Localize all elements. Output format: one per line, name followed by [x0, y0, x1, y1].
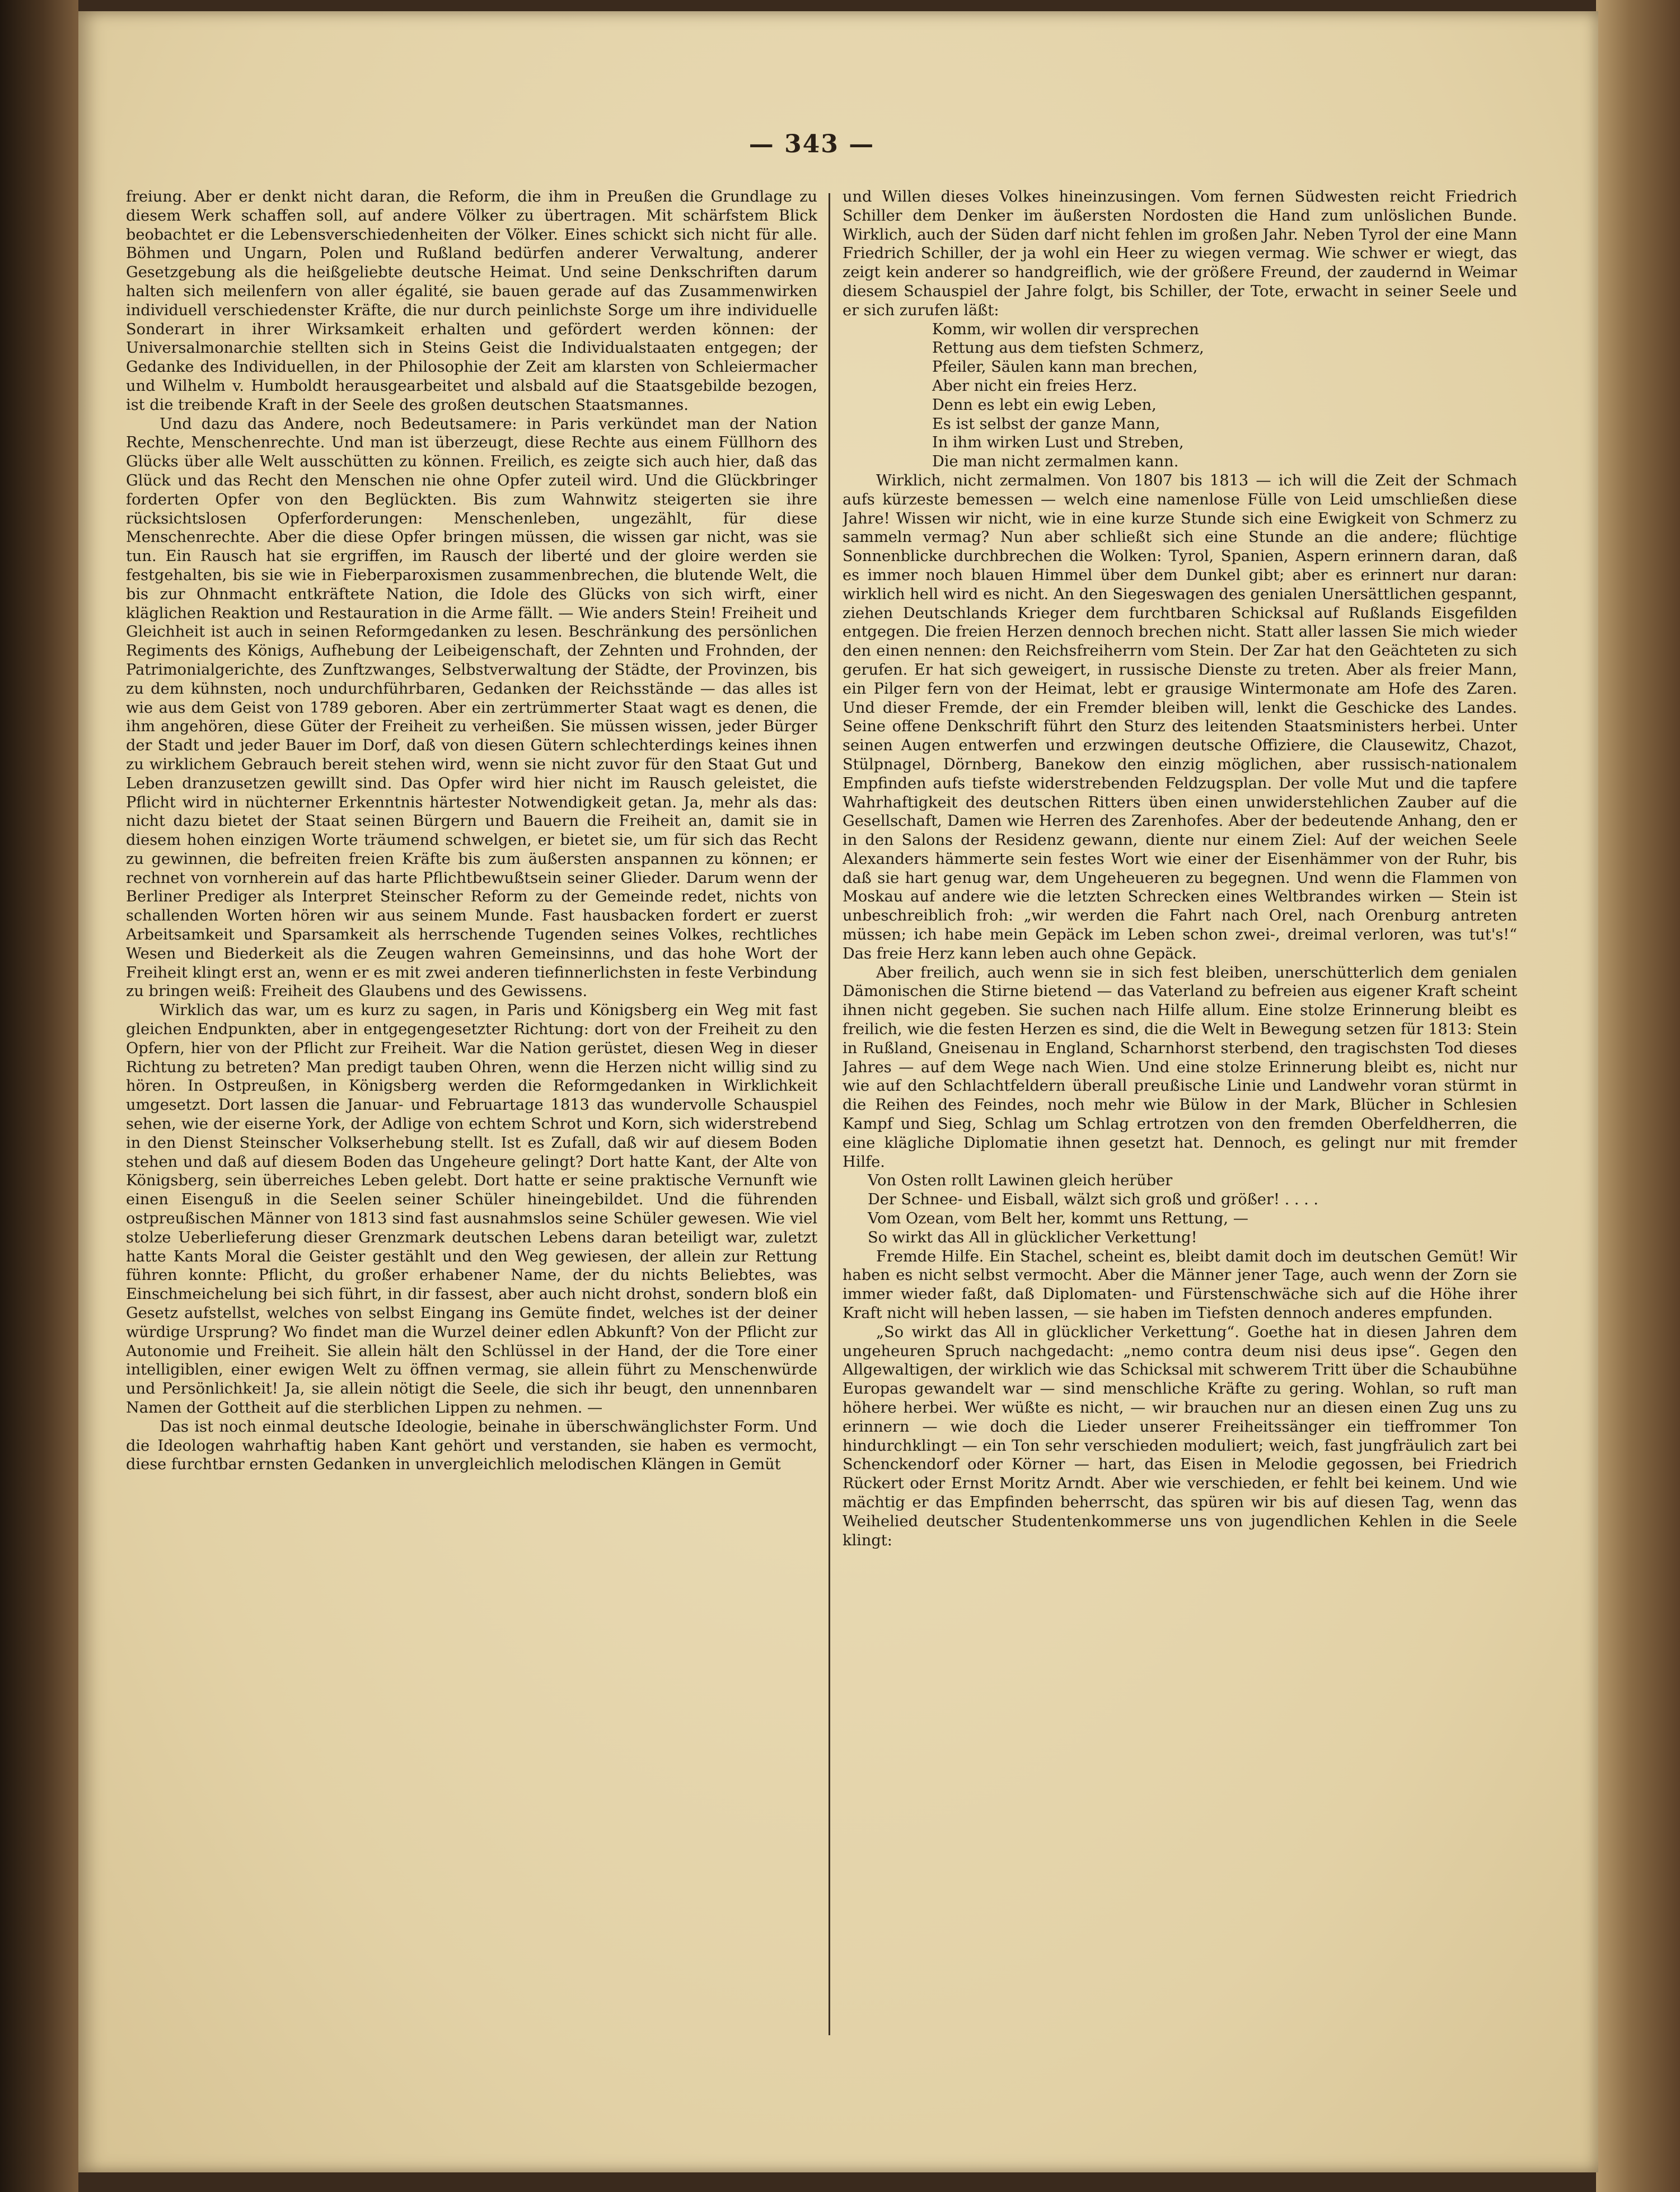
left-paragraph-2: Und dazu das Andere, noch Bedeutsamere: in Paris verkündet man der Nation Rechte, Menschenrechte. Und man ist überzeugt, diese Rechte aus einem Füllhorn des Glücks über alle Welt ausschütten zu können. Freilich, es zeigte sich auch hier, daß das Glück und das Recht den Menschen nie ohne Opfer zuteil wird. Und die Glückbringer forderten Opfer von den Beglückten. Bis zum Wahnwitz steigerten sie ihre rücksichtslosen Opferforderungen: Menschenleben, ungezählt, für diese Menschenrechte. Aber die diese Opfer bringen müssen, die wissen gar nicht, was sie tun. Ein Rausch hat sie ergriffen, im Rausch der liberté und der gloire werden sie festgehalten, bis sie wie in Fieberparoxismen zusammenbrechen, die blutende Welt, die bis zur Ohnmacht entkräftete Nation, die Idole des Glücks von sich wirft, einer kläglichen Reaktion und Restauration in die Arme fällt. — Wie anders Stein! Freiheit und Gleichheit ist auch in seinen Reformgedanken zu lesen. Beschränkung des persönlichen Regiments des Königs, Aufhebung der Leibeigenschaft, der Zehnten und Frohnden, der Patrimonialgerichte, des Zunftzwanges, Selbstverwaltung der Städte, der Provinzen, bis zu dem kühnsten, noch undurchführbaren, Gedanken der Reichsstände — das alles ist wie aus dem Geist von 1789 geboren. Aber ein zertrümmerter Staat wagt es denen, die ihm angehören, diese Güter der Freiheit zu verheißen. Sie müssen wissen, jeder Bürger der Stadt und jeder Bauer im Dorf, daß von diesen Gütern schlechterdings keines ihnen zu wirklichem Gebrauch bereit stehen wird, wenn sie nicht zuvor für den Staat Gut und Leben dranzusetzen gewillt sind. Das Opfer wird hier nicht im Rausch geleistet, die Pflicht wird in nüchterner Erkenntnis härtester Notwendigkeit getan. Ja, mehr als das: nicht dazu bietet der Staat seinen Bürgern und Bauern die Freiheit an, damit sie in diesem hohen einzigen Worte träumend schwelgen, er bietet sie, um für sich das Recht zu gewinnen, die befreiten freien Kräfte bis zum äußersten anspannen zu können; er rechnet von vornherein auf das harte Pflichtbewußtsein seiner Glieder. Darum wenn der Berliner Prediger als Interpret Steinscher Reform zu der Gemeinde redet, nichts von schallenden Worten hören wir aus seinem Munde. Fast hausbacken fordert er zuerst Arbeitsamkeit und Sparsamkeit als herrschende Tugenden seines Volkes, rechtliches Wesen und Biederkeit als die Zeugen wahren Gemeinsinns, und das hohe Wort der Freiheit klingt erst an, wenn er es mit zwei anderen tiefinnerlichsten in feste Verbindung zu bringen weiß: Freiheit des Glaubens und des Gewissens.: [126, 415, 817, 1001]
goethe-poem: [868, 1171, 1517, 1247]
book-binding-shadow: [0, 0, 78, 2192]
poem-line: Pfeiler, Säulen kann man brechen,: [932, 358, 1198, 376]
page-edges: [1596, 0, 1680, 2192]
poem-line: Es ist selbst der ganze Mann,: [932, 415, 1160, 433]
left-paragraph-1: freiung. Aber er denkt nicht daran, die Reform, die ihm in Preußen die Grundlage zu diesem Werk schaffen soll, auf andere Völker zu übertragen. Mit schärfstem Blick beobachtet er die Lebensverschiedenheiten der Völker. Eines schickt sich nicht für alle. Böhmen und Ungarn, Polen und Rußland bedürfen anderer Verwaltung, anderer Gesetzgebung als die heißgeliebte deutsche Heimat. Und seine Denkschriften darum halten sich meilenfern von aller égalité, sie bauen gerade auf das Zusammenwirken individuell verschiedenster Kräfte, die nur durch peinlichste Sorge um ihre individuelle Sonderart in ihrer Wirksamkeit erhalten und gefördert werden können: der Universalmonarchie stellten sich in Steins Geist die Individualstaaten entgegen; der Gedanke des Individuellen, in der Philosophie der Zeit am klarsten von Schleiermacher und Wilhelm v. Humboldt herausgearbeitet und alsbald auf die Staatsgebilde bezogen, ist die treibende Kraft in der Seele des großen deutschen Staatsmannes.: [126, 188, 817, 414]
right-paragraph-4: Fremde Hilfe. Ein Stachel, scheint es, bleibt damit doch im deutschen Gemüt! Wir haben es nicht selbst vermocht. Aber die Männer jener Tage, auch wenn der Zorn sie immer wieder faßt, daß Diplomaten- und Fürstenschwäche sich auf die Höhe ihrer Kraft nicht will heben lassen, — sie haben im Tiefsten dennoch anderes empfunden.: [843, 1247, 1517, 1322]
poem-line: Vom Ozean, vom Belt her, kommt uns Rettung, —: [868, 1210, 1248, 1228]
left-paragraph-3: Wirklich das war, um es kurz zu sagen, in Paris und Königsberg ein Weg mit fast gleichen Endpunkten, aber in entgegengesetzter Richtung: dort von der Freiheit zu den Opfern, hier von der Pflicht zur Freiheit. War die Nation gerüstet, diesen Weg in dieser Richtung zu betreten? Man predigt tauben Ohren, wenn die Herzen nicht willig sind zu hören. In Ostpreußen, in Königsberg werden die Reformgedanken in Wirklichkeit umgesetzt. Dort lassen die Januar- und Februartage 1813 das wundervolle Schauspiel sehen, wie der eiserne York, der Adlige von echtem Schrot und Korn, sich widerstrebend in den Dienst Steinscher Volkserhebung stellt. Ist es Zufall, daß wir auf diesem Boden stehen und daß auf diesem Boden das Ungeheure gelingt? Dort hatte Kant, der Alte von Königsberg, sein überreiches Leben gelebt. Dort hatte er seine praktische Vernunft wie einen Eisenguß in die Seelen seiner Schüler hineingebildet. Und die führenden ostpreußischen Männer von 1813 sind fast ausnahmslos seine Schüler gewesen. Wie viel stolze Ueberlieferung dieser Grenzmark deutschen Lebens daran beteiligt war, zuletzt hatte Kants Moral die Geister gestählt und den Weg gewiesen, der allein zur Rettung führen konnte: Pflicht, du großer erhabener Name, der du nichts Beliebtes, was Einschmeichelung bei sich führt, in dir fassest, aber auch nicht drohst, sondern bloß ein Gesetz aufstellst, welches von selbst Eingang ins Gemüte findet, welches ist der deiner würdige Ursprung? Wo findet man die Wurzel deiner edlen Abkunft? Von der Pflicht zur Autonomie und Freiheit. Sie allein hält den Schlüssel in der Hand, der die Tore einer intelligiblen, einer ewigen Welt zu öffnen vermag, sie allein führt zu Menschenwürde und Persönlichkeit! Ja, sie allein nötigt die Seele, die sich ihr beugt, den unnennbaren Namen der Gottheit auf die sterblichen Lippen zu nehmen. —: [126, 1002, 817, 1417]
right-paragraph-2: Wirklich, nicht zermalmen. Von 1807 bis 1813 — ich will die Zeit der Schmach aufs kürzeste bemessen — welch eine namenlose Fülle von Leid umschließen diese Jahre! Wissen wir nicht, wie in eine kurze Stunde sich eine Ewigkeit von Schmerz zu sammeln vermag? Nun aber schließt sich eine Stunde an die andere; flüchtige Sonnenblicke durchbrechen die Wolken: Tyrol, Spanien, Aspern erinnern daran, daß es immer noch blauen Himmel über dem Dunkel gibt; aber es erinnert nur daran: wirklich hell wird es nicht. An den Siegeswagen des genialen Unersättlichen gespannt, ziehen Deutschlands Krieger dem furchtbaren Schicksal auf Rußlands Eisgefilden entgegen. Die freien Herzen dennoch brechen nicht. Statt aller lassen Sie mich wieder den einen nennen: den Reichsfreiherrn vom Stein. Der Zar hat den Geächteten zu sich gerufen. Er hat sich geweigert, in russische Dienste zu treten. Aber als freier Mann, ein Pilger fern von der Heimat, lebt er grausige Wintermonate am Hofe des Zaren. Und dieser Fremde, der ein Fremder bleiben will, lenkt die Geschicke des Landes. Seine offene Denkschrift führt den Sturz des leitenden Staatsministers herbei. Unter seinen Augen entwerfen und erzwingen deutsche Offiziere, die Clausewitz, Chazot, Stülpnagel, Dörnberg, Banekow den einzig möglichen, aber russisch-nationalem Empfinden aufs tiefste widerstrebenden Feldzugsplan. Der volle Mut und die tapfere Wahrhaftigkeit des deutschen Ritters üben einen unwiderstehlichen Zauber auf die Gesellschaft, Damen wie Herren des Zarenhofes. Aber der bedeutende Anhang, den er in den Salons der Residenz gewann, diente nur einem Ziel: Auf der weichen Seele Alexanders hämmerte sein festes Wort wie einer der Eisenhämmer von der Ruhr, bis daß sie hart genug war, dem Ungeheueren zu begegnen. Und wenn die Flammen von Moskau auf andere wie die letzten Schrecken eines Weltbrandes wirken — Stein ist unbeschreiblich froh: „wir werden die Fahrt nach Orel, nach Orenburg antreten müssen; ich habe mein Gepäck im Leben schon zwei-, dreimal verloren, was tut's!“ Das freie Herz kann leben auch ohne Gepäck.: [843, 471, 1517, 962]
poem-line: So wirkt das All in glücklicher Verkettung!: [868, 1228, 1197, 1246]
poem-line: Aber nicht ein freies Herz.: [932, 377, 1138, 395]
column-divider: [829, 193, 830, 2035]
left-column: [126, 188, 817, 2041]
poem-line: Der Schnee- und Eisball, wälzt sich groß und größer! . . . .: [868, 1191, 1319, 1209]
right-paragraph-5: „So wirkt das All in glücklicher Verkettung“. Goethe hat in diesen Jahren dem ungeheuren Spruch nachgedacht: „nemo contra deum nisi deus ipse“. Gegen den Allgewaltigen, der wirklich wie das Schicksal mit schwerem Tritt über die Schaubühne Europas gewandelt war — sind menschliche Kräfte zu gering. Wohlan, so ruft man höhere herbei. Wer wüßte es nicht, — wir brauchen nur an diesen einen Zug uns zu erinnern — wie doch die Lieder unserer Freiheitssänger ein tieffrommer Ton hindurchklingt — ein Ton sehr verschieden moduliert; weich, fast jungfräulich zart bei Schenckendorf oder Körner — hart, das Eisen in Melodie gegossen, bei Friedrich Rückert oder Ernst Moritz Arndt. Aber wie verschieden, er fehlt bei keinem. Und wie mächtig er das Empfinden beherrscht, das spüren wir bis auf diesen Tag, wenn das Weihelied deutscher Studentenkommerse uns von jugendlichen Kehlen in die Seele klingt:: [843, 1323, 1517, 1549]
poem-line: Die man nicht zermalmen kann.: [932, 453, 1179, 471]
left-paragraph-4: Das ist noch einmal deutsche Ideologie, beinahe in überschwänglichster Form. Und die Ideologen wahrhaftig haben Kant gehört und verstanden, sie haben es vermocht, diese furchtbar ernsten Gedanken in unvergleichlich melodischen Klängen in Gemüt: [126, 1418, 817, 1474]
poem-line: In ihm wirken Lust und Streben,: [932, 434, 1184, 452]
poem-line: Komm, wir wollen dir versprechen: [932, 320, 1199, 338]
right-column: [843, 188, 1517, 2041]
right-paragraph-1: und Willen dieses Volkes hineinzusingen. Vom fernen Südwesten reicht Friedrich Schiller dem Denker im äußersten Nordosten die Hand zum unlöslichen Bunde. Wirklich, auch der Süden darf nicht fehlen im großen Jahr. Neben Tyrol der eine Mann Friedrich Schiller, der ja wohl ein Heer zu wiegen vermag. Wie schwer er wiegt, das zeigt kein anderer so handgreiflich, wie der größere Freund, der zaudernd in Weimar diesem Schauspiel der Jahre folgt, bis Schiller, der Tote, erwacht in seiner Seele und er sich zurufen läßt:: [843, 188, 1517, 319]
page-number: — 343 —: [748, 130, 875, 158]
right-paragraph-3: Aber freilich, auch wenn sie in sich fest bleiben, unerschütterlich dem genialen Dämonischen die Stirne bietend — das Vaterland zu befreien aus eigener Kraft scheint ihnen nicht gegeben. Sie suchen nach Hilfe allum. Eine stolze Erinnerung bleibt es freilich, wie die festen Herzen es sind, die die Welt in Bewegung setzen für 1813: Stein in Rußland, Gneisenau in England, Scharnhorst sterbend, den tragischsten Tod dieses Jahres — auf dem Wege nach Wien. Und eine stolze Erinnerung bleibt es, nicht nur wie auf den Schlachtfeldern überall preußische Linie und Landwehr voran stürmt in die Reihen des Feindes, noch mehr wie Bülow in der Mark, Blücher in Schlesien Kampf und Sieg, Schlag um Schlag ertrotzen von den fremden Oberfeldherren, die eine klägliche Diplomatie ihnen gesetzt hat. Dennoch, es gelingt nur mit fremder Hilfe.: [843, 964, 1517, 1171]
schiller-poem: [932, 320, 1517, 471]
poem-line: Rettung aus dem tiefsten Schmerz,: [932, 339, 1204, 357]
poem-line: Denn es lebt ein ewig Leben,: [932, 396, 1157, 414]
poem-line: Von Osten rollt Lawinen gleich herüber: [868, 1172, 1173, 1190]
